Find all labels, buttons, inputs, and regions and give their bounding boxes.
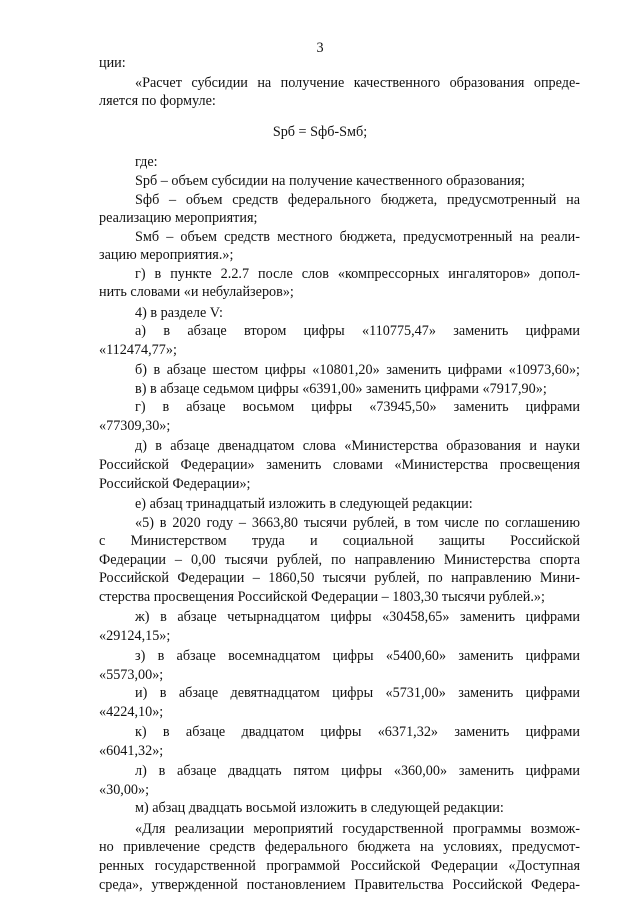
text-line: с Министерством труда и социальной защиты Российской: [99, 533, 580, 549]
text-line: Российской Федерации» заменить словами «Министерства просвещения: [99, 457, 580, 473]
text-line: нить словами «и небулайзеров»;: [99, 284, 294, 300]
text-line: в) в абзаце седьмом цифры «6391,00» заменить цифрами «7917,90»;: [135, 381, 547, 397]
text-line: б) в абзаце шестом цифры «10801,20» заменить цифрами «10973,60»;: [135, 362, 580, 378]
text-line: «30,00»;: [99, 782, 150, 798]
text-line: и) в абзаце девятнадцатом цифры «5731,00» заменить цифрами: [135, 685, 580, 701]
text-line: Sфб – объем средств федерального бюджета, предусмотренный на: [135, 192, 580, 208]
text-line: 4) в разделе V:: [135, 305, 223, 321]
text-line: «4224,10»;: [99, 704, 164, 720]
text-line: «Расчет субсидии на получение качественного образования опреде-: [135, 75, 580, 91]
text-line: среда», утвержденной постановлением Правительства Российской Федера-: [99, 877, 580, 893]
text-line: а) в абзаце втором цифры «110775,47» заменить цифрами: [135, 323, 580, 339]
text-line: «5573,00»;: [99, 667, 164, 683]
text-line: е) абзац тринадцатый изложить в следующей редакции:: [135, 496, 473, 512]
text-line: к) в абзаце двадцатом цифры «6371,32» заменить цифрами: [135, 724, 580, 740]
text-line: ции:: [99, 55, 126, 71]
text-line: «6041,32»;: [99, 743, 164, 759]
text-line: Sрб – объем субсидии на получение качественного образования;: [135, 173, 525, 189]
text-line: д) в абзаце двенадцатом слова «Министерства образования и науки: [135, 438, 580, 454]
text-line: зацию мероприятия.»;: [99, 247, 234, 263]
text-line: ляется по формуле:: [99, 93, 216, 109]
formula: Sрб = Sфб-Sмб;: [272, 124, 368, 140]
text-line: «112474,77»;: [99, 342, 177, 358]
text-line: з) в абзаце восемнадцатом цифры «5400,60» заменить цифрами: [135, 648, 580, 664]
page-number: 3: [316, 40, 324, 56]
text-line: ж) в абзаце четырнадцатом цифры «30458,65» заменить цифрами: [135, 609, 580, 625]
text-line: Федерации – 0,00 тысячи рублей, по направлению Министерства спорта: [99, 552, 580, 568]
text-line: «77309,30»;: [99, 418, 171, 434]
text-line: г) в абзаце восьмом цифры «73945,50» заменить цифрами: [135, 399, 580, 415]
text-line: Sмб – объем средств местного бюджета, предусмотренный на реали-: [135, 229, 580, 245]
text-line: стерства просвещения Российской Федерации – 1803,30 тысячи рублей.»;: [99, 589, 545, 605]
text-line: «29124,15»;: [99, 628, 171, 644]
text-line: «5) в 2020 году – 3663,80 тысячи рублей, в том числе по соглашению: [135, 515, 580, 531]
text-line: л) в абзаце двадцать пятом цифры «360,00» заменить цифрами: [135, 763, 580, 779]
text-line: где:: [135, 154, 158, 170]
text-line: г) в пункте 2.2.7 после слов «компрессорных ингаляторов» допол-: [135, 266, 580, 282]
text-line: Российской Федерации – 1860,50 тысячи рублей, по направлению Мини-: [99, 570, 580, 586]
text-line: м) абзац двадцать восьмой изложить в следующей редакции:: [135, 800, 504, 816]
text-line: но привлечение средств федерального бюджета на условиях, предусмот-: [99, 839, 580, 855]
text-line: ренных государственной программой Российской Федерации «Доступная: [99, 858, 580, 874]
text-line: Российской Федерации»;: [99, 476, 251, 492]
text-line: реализацию мероприятия;: [99, 210, 258, 226]
text-line: «Для реализации мероприятий государственной программы возмож-: [135, 821, 580, 837]
